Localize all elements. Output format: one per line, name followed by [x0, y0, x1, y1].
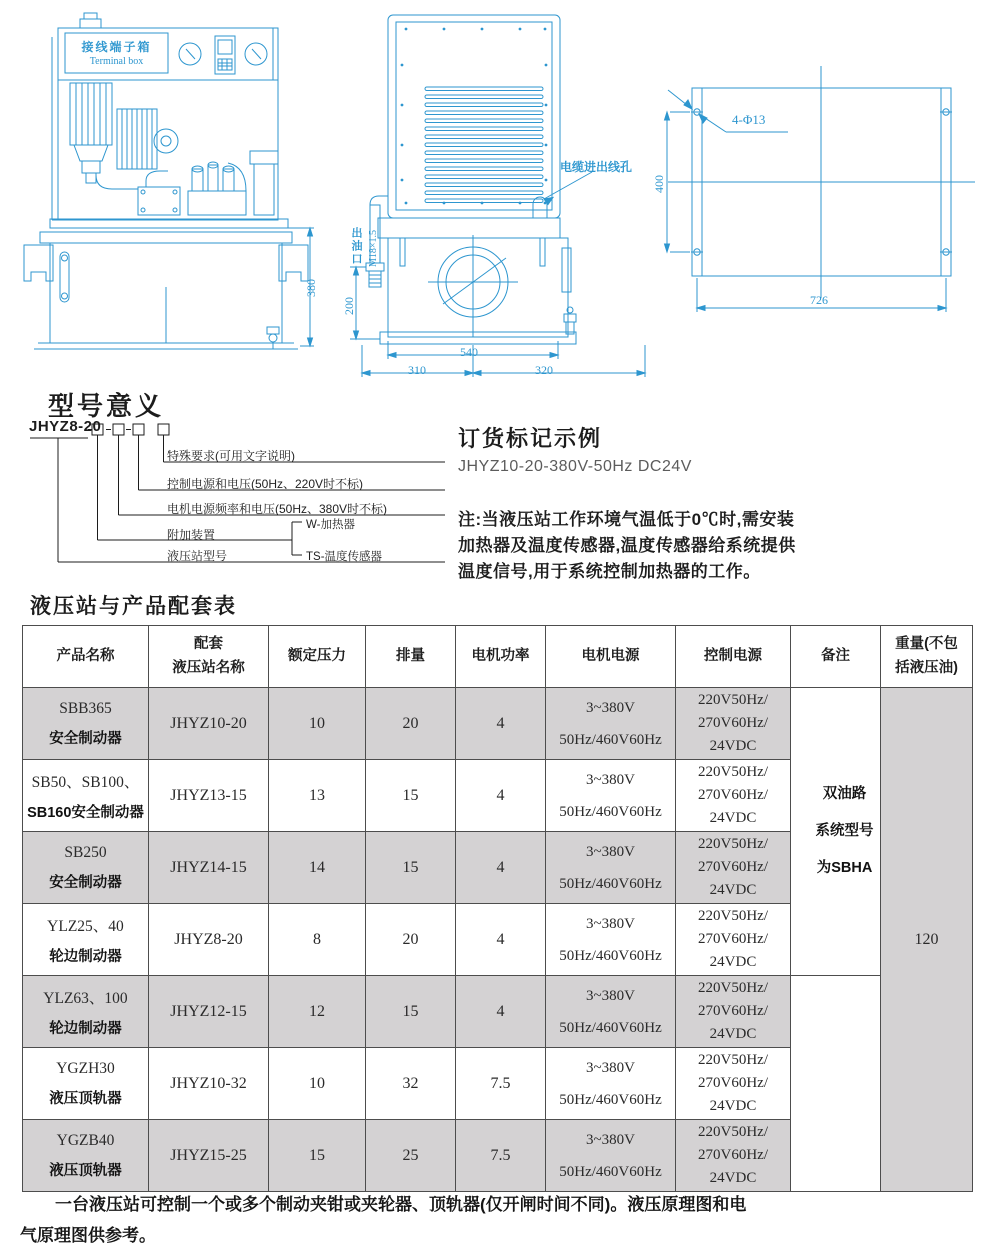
cell-motor-supply: 3~380V 50Hz/460V60Hz: [546, 904, 676, 976]
label-attachment-sensor: TS-温度传感器: [306, 551, 383, 563]
col-header-station: 配套 液压站名称: [149, 626, 269, 688]
cell-control-supply: 220V50Hz/ 270V60Hz/ 24VDC: [676, 904, 791, 976]
col-header-displacement: 排量: [366, 626, 456, 688]
footnote-line2: 气原理图供参考。: [20, 1226, 156, 1245]
order-note-line3: 温度信号,用于系统控制加热器的工作。: [458, 562, 761, 581]
cell-pressure: 14: [269, 832, 366, 904]
model-meaning-lines: [25, 415, 460, 575]
cell-motor-power: 4: [456, 976, 546, 1048]
cell-station: JHYZ10-20: [149, 688, 269, 760]
top-dim-726: 726: [810, 293, 828, 307]
cell-motor-power: 4: [456, 832, 546, 904]
terminal-box-label-cn: 接线端子箱: [81, 40, 152, 54]
cell-control-supply: 220V50Hz/ 270V60Hz/ 24VDC: [676, 1120, 791, 1192]
cell-pressure: 10: [269, 1048, 366, 1120]
order-note-line2: 加热器及温度传感器,温度传感器给系统提供: [458, 536, 796, 555]
header-row: [23, 626, 973, 688]
cell-pressure: 15: [269, 1120, 366, 1192]
model-meaning-diagram: [25, 415, 460, 575]
order-note-line1: 注:当液压站工作环境气温低于0℃时,需安装: [458, 510, 795, 529]
label-control-power: 控制电源和电压(50Hz、220V时不标): [167, 477, 364, 491]
col-header-motor-power: 电机功率: [456, 626, 546, 688]
col-header-product: 产品名称: [23, 626, 149, 688]
cell-motor-power: 4: [456, 904, 546, 976]
cell-station: JHYZ12-15: [149, 976, 269, 1048]
model-code: JHYZ8-20: [29, 418, 102, 435]
table-row: [23, 688, 973, 760]
col-header-weight: 重量(不包 括液压油): [881, 626, 973, 688]
cell-motor-power: 7.5: [456, 1120, 546, 1192]
cell-motor-supply: 3~380V 50Hz/460V60Hz: [546, 760, 676, 832]
top-view-drawing: [650, 60, 1000, 340]
louver-vents: [425, 87, 543, 203]
table-title: 液压站与产品配套表: [30, 595, 237, 618]
label-special-req: 特殊要求(可用文字说明): [167, 449, 295, 463]
col-header-motor-supply: 电机电源: [546, 626, 676, 688]
cell-product: SB250 安全制动器: [23, 832, 149, 904]
cell-motor-supply: 3~380V 50Hz/460V60Hz: [546, 832, 676, 904]
cell-motor-power: 7.5: [456, 1048, 546, 1120]
spec-table: [22, 625, 973, 1192]
label-motor-power: 电机电源频率和电压(50Hz、380V时不标): [167, 502, 388, 516]
model-meaning-title: 型号意义: [48, 391, 165, 421]
order-example-title: 订货标记示例: [458, 426, 603, 451]
cell-station: JHYZ10-32: [149, 1048, 269, 1120]
cell-control-supply: 220V50Hz/ 270V60Hz/ 24VDC: [676, 1048, 791, 1120]
cell-product: SBB365 安全制动器: [23, 688, 149, 760]
upper-cabinet: [388, 15, 560, 218]
holes-label: 4-Φ13: [732, 112, 766, 127]
front-dim-380: 380: [304, 279, 318, 297]
cell-control-supply: 220V50Hz/ 270V60Hz/ 24VDC: [676, 760, 791, 832]
cell-station: JHYZ14-15: [149, 832, 269, 904]
cell-product: SB50、SB100、 SB160安全制动器: [23, 760, 149, 832]
cell-displacement: 32: [366, 1048, 456, 1120]
table-row: [23, 976, 973, 1048]
cell-motor-supply: 3~380V 50Hz/460V60Hz: [546, 1048, 676, 1120]
label-attachment-heater: W-加热器: [306, 519, 355, 531]
cell-product: YLZ63、100 轮边制动器: [23, 976, 149, 1048]
oil-outlet-label: 出油口: [350, 227, 362, 266]
order-example-code: JHYZ10-20-380V-50Hz DC24V: [458, 458, 692, 475]
cell-pressure: 13: [269, 760, 366, 832]
cell-displacement: 20: [366, 688, 456, 760]
cell-displacement: 25: [366, 1120, 456, 1192]
col-header-pressure: 额定压力: [269, 626, 366, 688]
cell-control-supply: 220V50Hz/ 270V60Hz/ 24VDC: [676, 688, 791, 760]
col-header-control-supply: 控制电源: [676, 626, 791, 688]
terminal-box-label-en: Terminal box: [89, 56, 144, 68]
cell-product: YGZB40 液压顶轨器: [23, 1120, 149, 1192]
cell-station: JHYZ8-20: [149, 904, 269, 976]
cell-motor-power: 4: [456, 760, 546, 832]
cell-displacement: 20: [366, 904, 456, 976]
cell-remark-empty: [791, 976, 881, 1192]
side-view-drawing: [340, 5, 670, 380]
label-attachment: 附加装置: [167, 528, 216, 542]
side-dim-200: 200: [342, 297, 356, 315]
side-dim-310: 310: [408, 363, 426, 377]
cell-weight: 120: [881, 688, 973, 1192]
front-view-drawing: [20, 5, 330, 355]
cell-control-supply: 220V50Hz/ 270V60Hz/ 24VDC: [676, 976, 791, 1048]
cell-pressure: 8: [269, 904, 366, 976]
cell-displacement: 15: [366, 832, 456, 904]
cell-motor-supply: 3~380V 50Hz/460V60Hz: [546, 688, 676, 760]
cell-station: JHYZ15-25: [149, 1120, 269, 1192]
cell-displacement: 15: [366, 760, 456, 832]
side-dim-540: 540: [460, 345, 478, 359]
col-header-remark: 备注: [791, 626, 881, 688]
side-dim-320: 320: [535, 363, 553, 377]
top-dim-400: 400: [652, 175, 666, 193]
cell-motor-supply: 3~380V 50Hz/460V60Hz: [546, 976, 676, 1048]
thread-label: M18×1.5: [368, 229, 379, 267]
cell-control-supply: 220V50Hz/ 270V60Hz/ 24VDC: [676, 832, 791, 904]
cell-displacement: 15: [366, 976, 456, 1048]
cell-product: YGZH30 液压顶轨器: [23, 1048, 149, 1120]
cell-product: YLZ25、40 轮边制动器: [23, 904, 149, 976]
tank-body: [388, 238, 568, 337]
label-station-model: 液压站型号: [167, 549, 228, 563]
cable-hole-label: 电缆进出线孔: [560, 160, 633, 174]
cell-pressure: 10: [269, 688, 366, 760]
cell-motor-supply: 3~380V 50Hz/460V60Hz: [546, 1120, 676, 1192]
cell-remark: 双油路 系统型号 为SBHA: [791, 688, 881, 976]
footnote-line1: 一台液压站可控制一个或多个制动夹钳或夹轮器、顶轨器(仅开闸时间不同)。液压原理图和电: [55, 1195, 747, 1214]
side-view-linework: [340, 5, 670, 380]
cell-pressure: 12: [269, 976, 366, 1048]
cell-station: JHYZ13-15: [149, 760, 269, 832]
terminal-box-label: [65, 39, 168, 69]
cell-motor-power: 4: [456, 688, 546, 760]
